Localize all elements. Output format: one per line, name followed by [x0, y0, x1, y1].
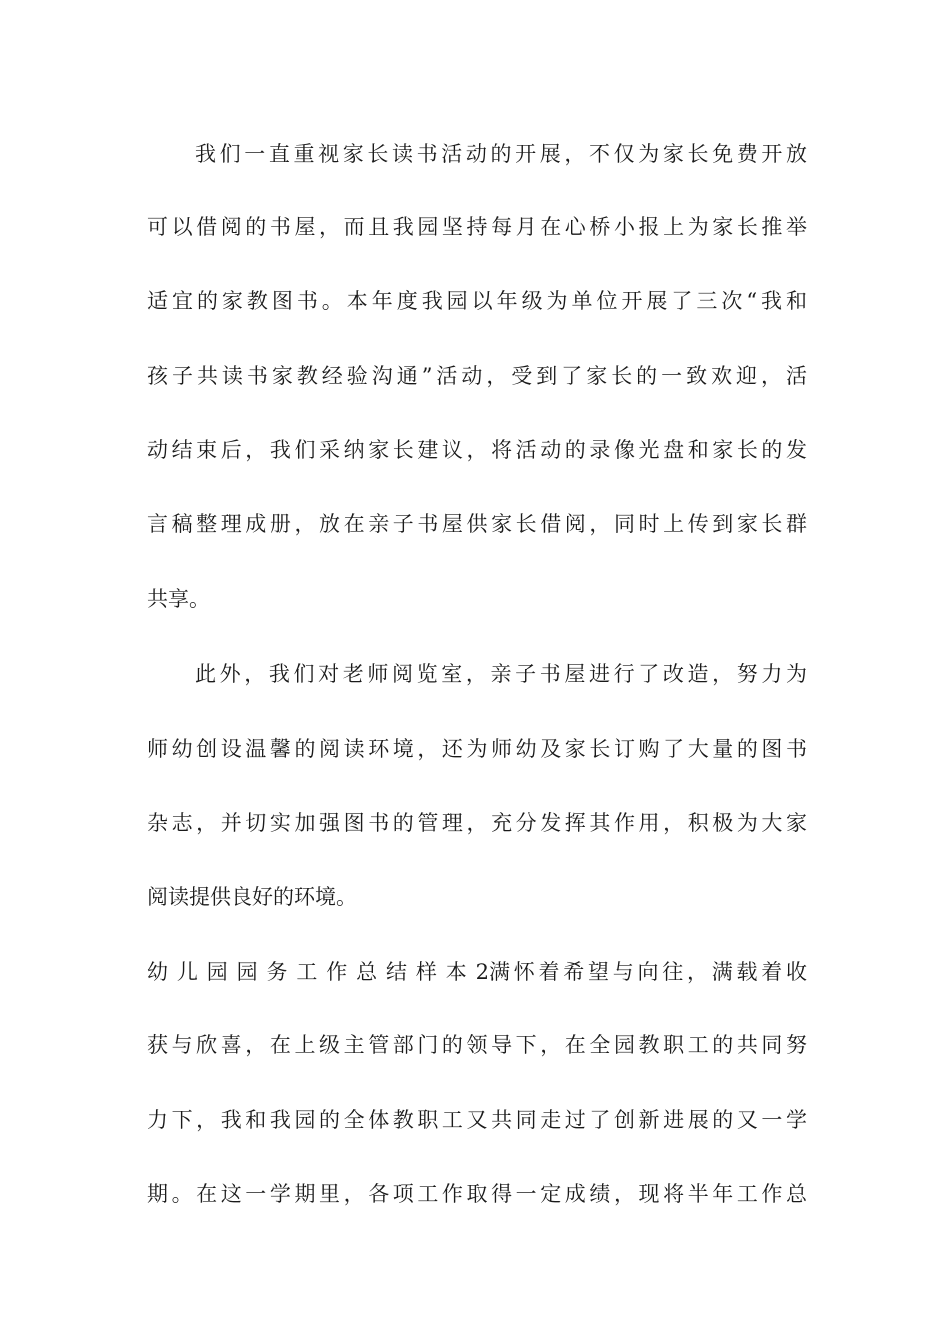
paragraph-1-line-3: 适宜的家教图书。本年度我园以年级为单位开展了三次“我和 — [147, 289, 807, 313]
section-heading-line — [147, 952, 807, 992]
paragraph-2-line-1: 此外，我们对老师阅览室，亲子书屋进行了改造，努力为 — [195, 662, 807, 686]
paragraph-3-line-3: 力下，我和我园的全体教职工又共同走过了创新进展的又一学 — [147, 1108, 807, 1132]
paragraph-1-line-6: 言稿整理成册，放在亲子书屋供家长借阅，同时上传到家长群 — [147, 512, 807, 536]
paragraph-2-line-4: 阅读提供良好的环境。 — [147, 885, 357, 909]
paragraph-3-line-4: 期。在这一学期里，各项工作取得一定成绩，现将半年工作总 — [147, 1182, 807, 1206]
paragraph-1-line-5: 动结束后，我们采纳家长建议，将活动的录像光盘和家长的发 — [147, 438, 807, 462]
paragraph-3-line-2: 获与欣喜，在上级主管部门的领导下，在全园教职工的共同努 — [147, 1033, 807, 1057]
paragraph-1-line-1: 我们一直重视家长读书活动的开展，不仅为家长免费开放 — [195, 142, 807, 166]
paragraph-1-line-4: 孩子共读书家教经验沟通”活动，受到了家长的一致欢迎，活 — [147, 364, 807, 388]
paragraph-1-line-7: 共享。 — [147, 587, 210, 611]
paragraph-2-line-2: 师幼创设温馨的阅读环境，还为师幼及家长订购了大量的图书 — [147, 737, 807, 761]
paragraph-2-line-3: 杂志，并切实加强图书的管理，充分发挥其作用，积极为大家 — [147, 811, 807, 835]
paragraph-1-line-2: 可以借阅的书屋，而且我园坚持每月在心桥小报上为家长推举 — [147, 215, 807, 239]
section-heading: 幼儿园园务工作总结样本2 — [147, 960, 489, 984]
paragraph-3-line-1: 满怀着希望与向往，满载着收 — [489, 960, 807, 984]
